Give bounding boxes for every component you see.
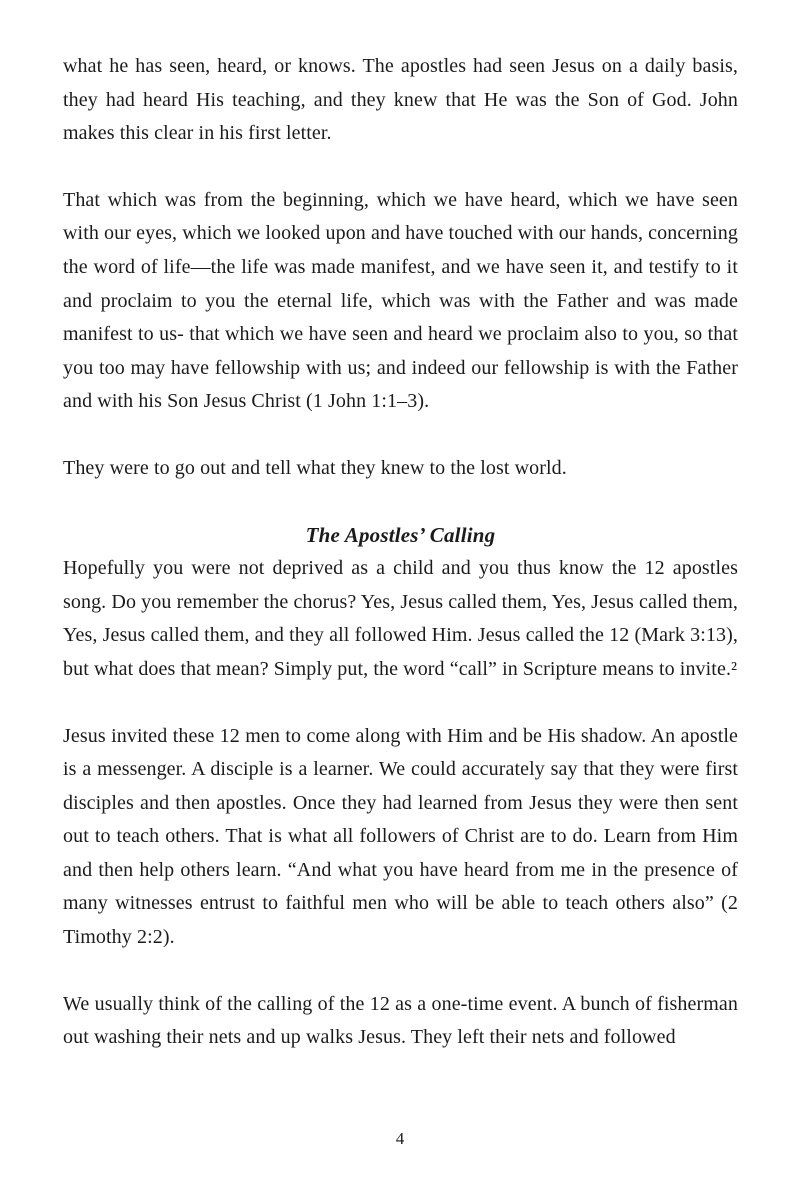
paragraph-invited: Jesus invited these 12 men to come along with Him and be His shadow. An apostle is a messenger. A disciple is a learner. We could accurately say that they were first disciples and then apostles. Once they had learned from Jesus they were then sent out to teach others. That is what all followers of Christ are to do. Learn from Him and then help others learn. “And what you have heard from me in the presence of many witnesses entrust to faithful men who will be able to teach others also” (2 Timothy 2:2). [63,724,738,949]
paragraph-sent-out: They were to go out and tell what they knew to the lost world. [63,456,567,479]
paragraph-one-time-event: We usually think of the calling of the 12 as a one-time event. A bunch of fisherman out washing their nets and up walks Jesus. They left their nets and followed [63,992,738,1049]
paragraph-calling: Hopefully you were not deprived as a child and you thus know the 12 apostles song. Do you remember the chorus? Yes, Jesus called them, Yes, Jesus called them, Yes, Jesus called them, and they all followed Him. Jesus called the 12 (Mark 3:13), but what does that mean? Simply put, the word “call” in Scripture means to invite.² [63,557,738,680]
paragraph-intro: what he has seen, heard, or knows. The apostles had seen Jesus on a daily basis, they had heard His teaching, and they knew that He was the Son of God. John makes this clear in his first letter. [63,55,738,145]
scripture-block-quote: That which was from the beginning, which we have heard, which we have seen with our eyes, which we looked upon and have touched with our hands, concerning the word of life—the life was made manifest, and we have seen it, and testify to it and proclaim to you the eternal life, which was with the Father and was made manifest to us- that which we have seen and heard we proclaim also to you, so that you too may have fellowship with us; and indeed our fellowship is with the Father and with his Son Jesus Christ (1 John 1:1–3). [63,188,738,413]
page-number: 4 [395,1129,405,1149]
section-heading: The Apostles’ Calling [305,522,496,547]
